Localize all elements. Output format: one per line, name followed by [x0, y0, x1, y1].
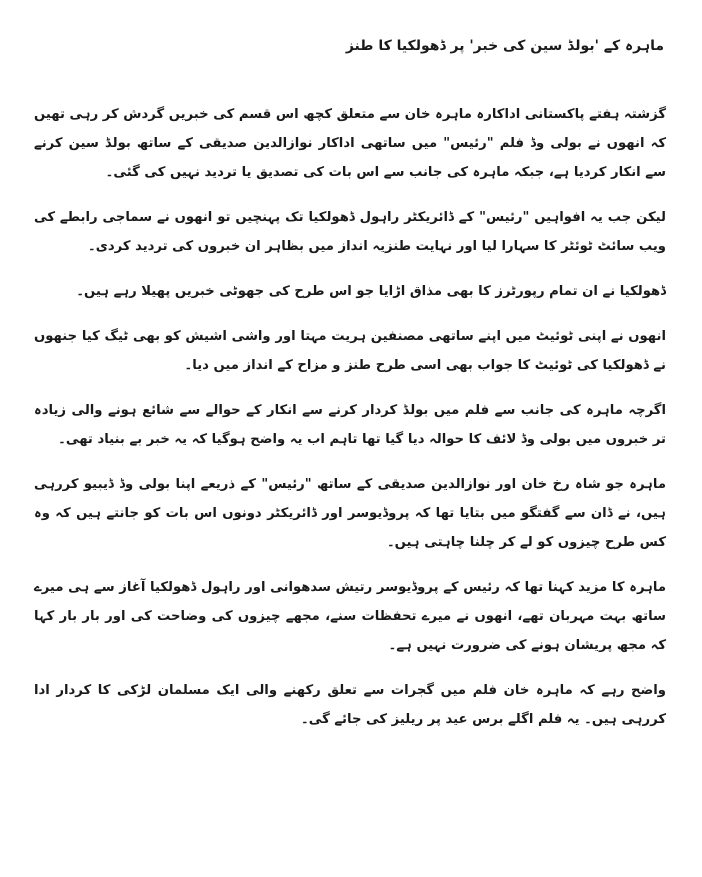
paragraph-1: گزشتہ ہفتے پاکستانی اداکارہ ماہرہ خان سے متعلق کچھ اس قسم کی خبریں گردش کر رہی تھیں کہ انھوں نے بولی وڈ فلم "رئیس" میں ساتھی اداکار نوازالدین صدیقی کے ساتھ بولڈ سین کرنے سے انکار کردیا ہے، جبکہ ماہرہ کی جانب سے اس بات کی تصدیق یا تردید نہیں کی گئی۔ [34, 107, 666, 180]
paragraph-4: انھوں نے اپنی ٹوئیٹ میں اپنے ساتھی مصنفین ہریت مہتا اور واشی اشیش کو بھی ٹیگ کیا جنھوں نے ڈھولکیا کی ٹوئیٹ کا جواب بھی اسی طرح طنز و مزاح کے انداز میں دیا۔ [34, 329, 666, 373]
paragraph-6: ماہرہ جو شاہ رخ خان اور نوازالدین صدیقی کے ساتھ "رئیس" کے ذریعے اپنا بولی وڈ ڈیبیو کررہی ہیں، نے ڈان سے گفتگو میں بتایا تھا کہ پروڈیوسر اور ڈائریکٹر دونوں اس بات کو جانتے ہیں کہ وہ کس طرح چیزوں کو لے کر چلنا چاہتی ہیں۔ [34, 477, 666, 550]
paragraph-2: لیکن جب یہ افواہیں "رئیس" کے ڈائریکٹر راہول ڈھولکیا تک پہنچیں تو انھوں نے سماجی رابطے کی ویب سائٹ ٹوئٹر کا سہارا لیا اور نہایت طنزیہ انداز میں بظاہر ان خبروں کی تردید کردی۔ [34, 210, 666, 254]
paragraph-8: واضح رہے کہ ماہرہ خان فلم میں گجرات سے تعلق رکھنے والی ایک مسلمان لڑکی کا کردار ادا کررہی ہیں۔ یہ فلم اگلے برس عید پر ریلیز کی جائے گی۔ [34, 683, 666, 727]
paragraph-5: اگرچہ ماہرہ کی جانب سے فلم میں بولڈ کردار کرنے سے انکار کے حوالے سے شائع ہونے والی زیادہ تر خبروں میں بولی وڈ لائف کا حوالہ دیا گیا تھا تاہم اب یہ واضح ہوگیا کہ یہ خبر بے بنیاد تھی۔ [34, 403, 666, 447]
paragraph-3: ڈھولکیا نے ان تمام رپورٹرز کا بھی مذاق اڑایا جو اس طرح کی جھوٹی خبریں پھیلا رہے ہیں۔ [76, 284, 666, 299]
article-body [34, 100, 666, 734]
article-title: ماہرہ کے 'بولڈ سین کی خبر' پر ڈھولکیا کا طنز [345, 38, 664, 54]
paragraph-7: ماہرہ کا مزید کہنا تھا کہ رئیس کے پروڈیوسر رتیش سدھوانی اور راہول ڈھولکیا آغاز سے ہی میرے ساتھ بہت مہربان تھے، انھوں نے میرے تحفظات سنے، مجھے چیزوں کی وضاحت کی اور بار بار کہا کہ مجھ پریشان ہونے کی ضرورت نہیں ہے۔ [34, 580, 666, 653]
